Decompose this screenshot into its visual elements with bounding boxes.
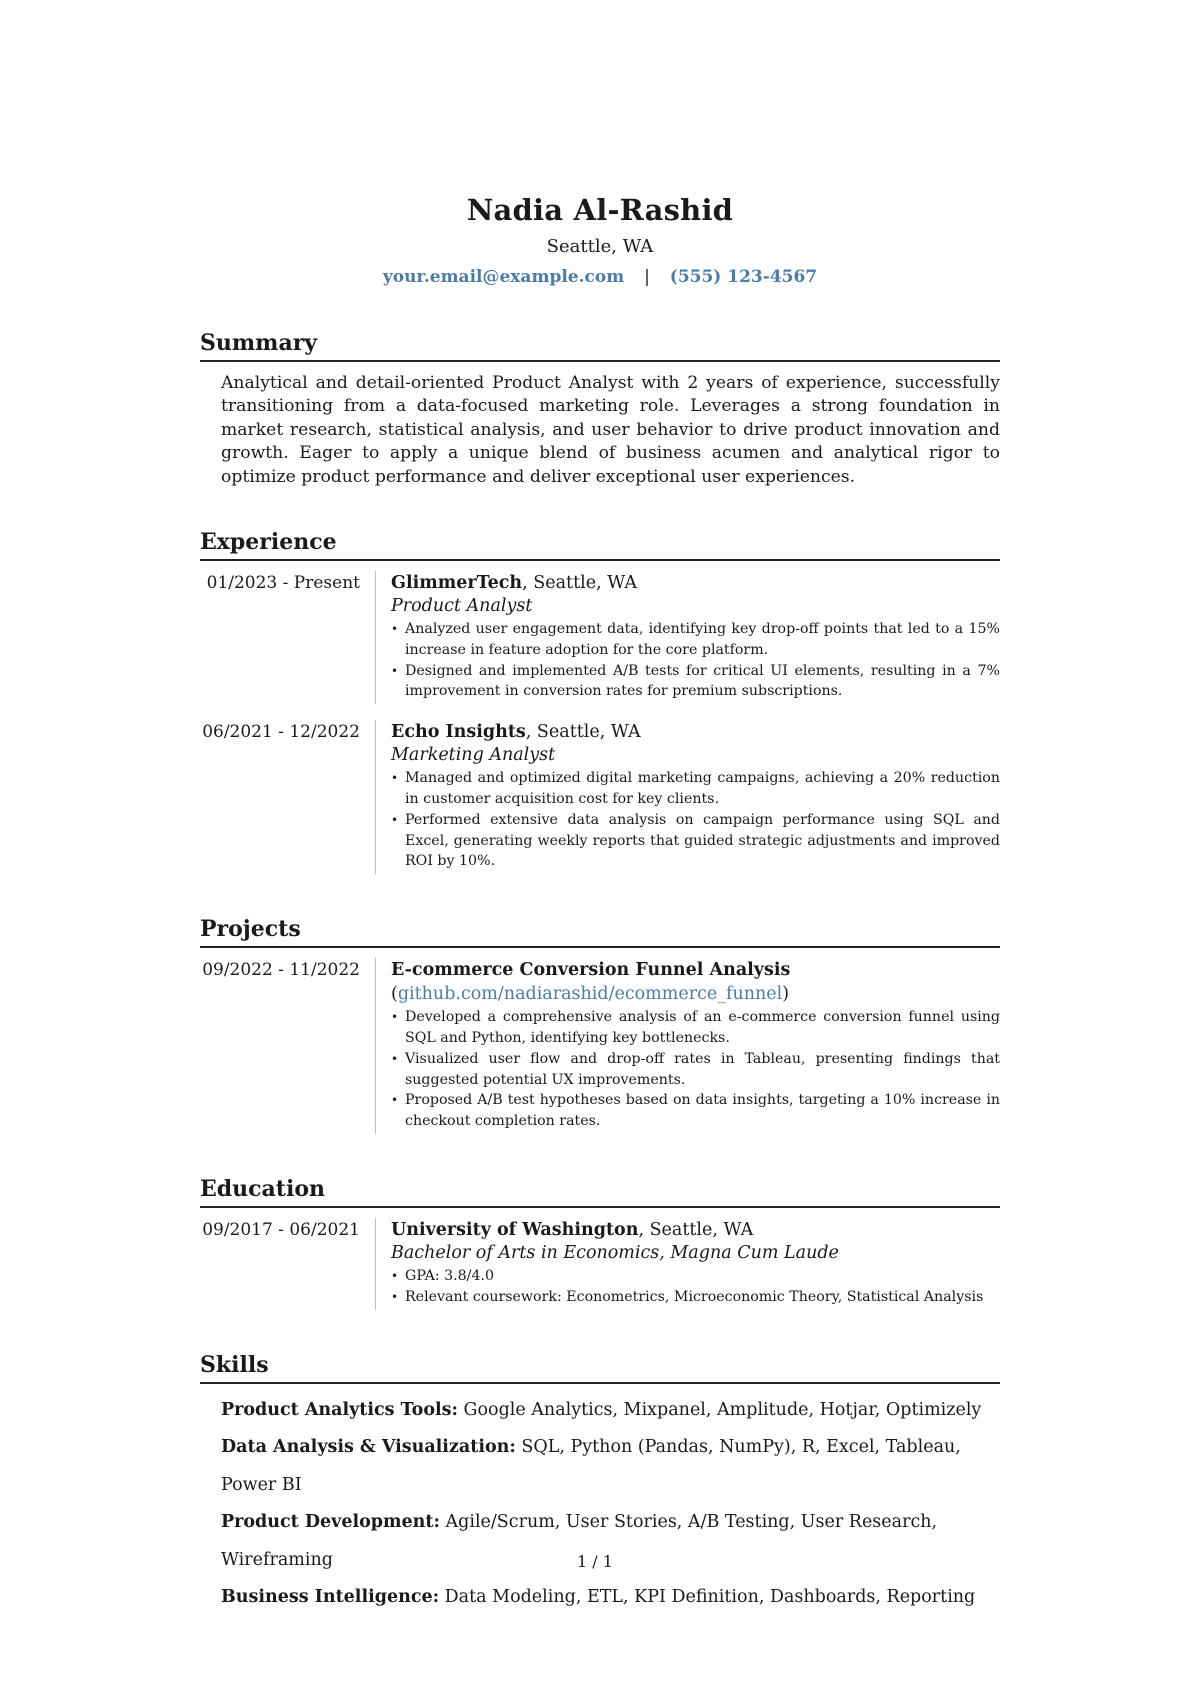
open-paren: ( xyxy=(391,984,398,1005)
page-number: 1 / 1 xyxy=(577,1552,613,1571)
bullet-item: • Proposed A/B test hypotheses based on data insights, targeting a 10% increase in checkout completion rates. xyxy=(391,1090,1000,1132)
skills-list xyxy=(221,1392,1000,1617)
skill-line xyxy=(221,1429,1000,1504)
projects-section xyxy=(200,914,1000,1134)
section-title-education: Education xyxy=(200,1174,1000,1208)
school-name: University of Washington xyxy=(391,1219,639,1240)
entry-body xyxy=(375,958,1000,1134)
entry-heading xyxy=(391,1218,1000,1242)
bullet-item: • Visualized user flow and drop-off rates in Tableau, presenting findings that suggested potential UX improvements. xyxy=(391,1049,1000,1091)
experience-section xyxy=(200,527,1000,874)
project-link[interactable]: github.com/nadiarashid/ecommerce_funnel xyxy=(397,984,783,1005)
project-entry xyxy=(200,958,1000,1134)
bullet-item: • Developed a comprehensive analysis of an e-commerce conversion funnel using SQL and Python, identifying key bottlenecks. xyxy=(391,1007,1000,1049)
entry-heading xyxy=(391,958,1000,1006)
candidate-name: Nadia Al-Rashid xyxy=(466,193,734,227)
skill-line xyxy=(221,1392,1000,1430)
entry-body xyxy=(375,571,1000,704)
section-title-experience: Experience xyxy=(200,527,1000,561)
education-section xyxy=(200,1174,1000,1310)
experience-entry xyxy=(200,571,1000,704)
skill-items: Google Analytics, Mixpanel, Amplitude, Hotjar, Optimizely xyxy=(457,1399,982,1420)
job-title: Marketing Analyst xyxy=(391,745,556,766)
bullet-item: • GPA: 3.8/4.0 xyxy=(391,1266,1000,1287)
job-title: Product Analyst xyxy=(391,596,533,617)
bullet-item: • Managed and optimized digital marketing campaigns, achieving a 20% reduction in customer acquisition cost for key clients. xyxy=(391,768,1000,810)
skill-category: Product Development: xyxy=(221,1512,440,1533)
skill-items: SQL, Python (Pandas, NumPy), R, Excel, Tableau, Power BI xyxy=(221,1437,961,1495)
bullet-list xyxy=(391,1266,1000,1308)
summary-text: Analytical and detail-oriented Product Analyst with 2 years of experience, successfully transitioning from a data-focused marketing role. Leverages a strong foundation in market research, statistical analysis, and user behavior to drive product innovation and growth. Eager to apply a unique blend of business acumen and analytical rigor to optimize product performance and deliver exceptional user experiences. xyxy=(221,373,1000,487)
entry-body xyxy=(375,720,1000,874)
section-title-summary: Summary xyxy=(200,328,1000,362)
phone-link[interactable]: (555) 123-4567 xyxy=(669,267,818,287)
skill-items: Data Modeling, ETL, KPI Definition, Dashboards, Reporting xyxy=(439,1587,976,1608)
skill-category: Data Analysis & Visualization: xyxy=(221,1437,516,1458)
entry-heading xyxy=(391,720,1000,744)
entry-body xyxy=(375,1218,1000,1310)
section-title-projects: Projects xyxy=(200,914,1000,948)
project-name: E-commerce Conversion Funnel Analysis xyxy=(391,960,791,981)
degree-title: Bachelor of Arts in Economics, Magna Cum Laude xyxy=(391,1242,839,1263)
entry-date: 09/2017 - 06/2021 xyxy=(202,1219,360,1240)
email-link[interactable]: your.email@example.com xyxy=(382,267,625,287)
resume-page xyxy=(200,188,1000,1617)
company-name: GlimmerTech xyxy=(391,573,523,594)
contact-separator: | xyxy=(644,267,650,287)
section-title-skills: Skills xyxy=(200,1350,1000,1384)
skill-category: Business Intelligence: xyxy=(221,1587,440,1608)
bullet-list xyxy=(391,619,1000,702)
skill-line xyxy=(221,1579,1000,1617)
entry-date: 06/2021 - 12/2022 xyxy=(202,722,360,743)
bullet-item: • Analyzed user engagement data, identifying key drop-off points that led to a 15% increase in feature adoption for the core platform. xyxy=(391,619,1000,661)
school-location: , Seattle, WA xyxy=(638,1219,754,1240)
contact-line xyxy=(200,262,1000,292)
entry-heading xyxy=(391,571,1000,595)
bullet-list xyxy=(391,768,1000,872)
skill-category: Product Analytics Tools: xyxy=(221,1399,458,1420)
skills-section xyxy=(200,1350,1000,1617)
company-name: Echo Insights xyxy=(391,722,526,743)
bullet-item: • Relevant coursework: Econometrics, Microeconomic Theory, Statistical Analysis xyxy=(391,1287,1000,1308)
company-location: , Seattle, WA xyxy=(522,573,637,594)
entry-date: 01/2023 - Present xyxy=(206,573,360,594)
bullet-list xyxy=(391,1007,1000,1132)
resume-header xyxy=(200,188,1000,292)
education-entry xyxy=(200,1218,1000,1310)
entry-date: 09/2022 - 11/2022 xyxy=(202,960,360,981)
experience-entry xyxy=(200,720,1000,874)
summary-section xyxy=(200,328,1000,489)
close-paren: ) xyxy=(782,984,790,1005)
skill-items: Agile/Scrum, User Stories, A/B Testing, User Research, Wireframing xyxy=(221,1512,938,1570)
company-location: , Seattle, WA xyxy=(525,722,641,743)
candidate-location: Seattle, WA xyxy=(546,236,654,257)
bullet-item: • Designed and implemented A/B tests for critical UI elements, resulting in a 7% improvement in conversion rates for premium subscriptions. xyxy=(391,661,1000,703)
bullet-item: • Performed extensive data analysis on campaign performance using SQL and Excel, generating weekly reports that guided strategic adjustments and improved ROI by 10%. xyxy=(391,810,1000,872)
